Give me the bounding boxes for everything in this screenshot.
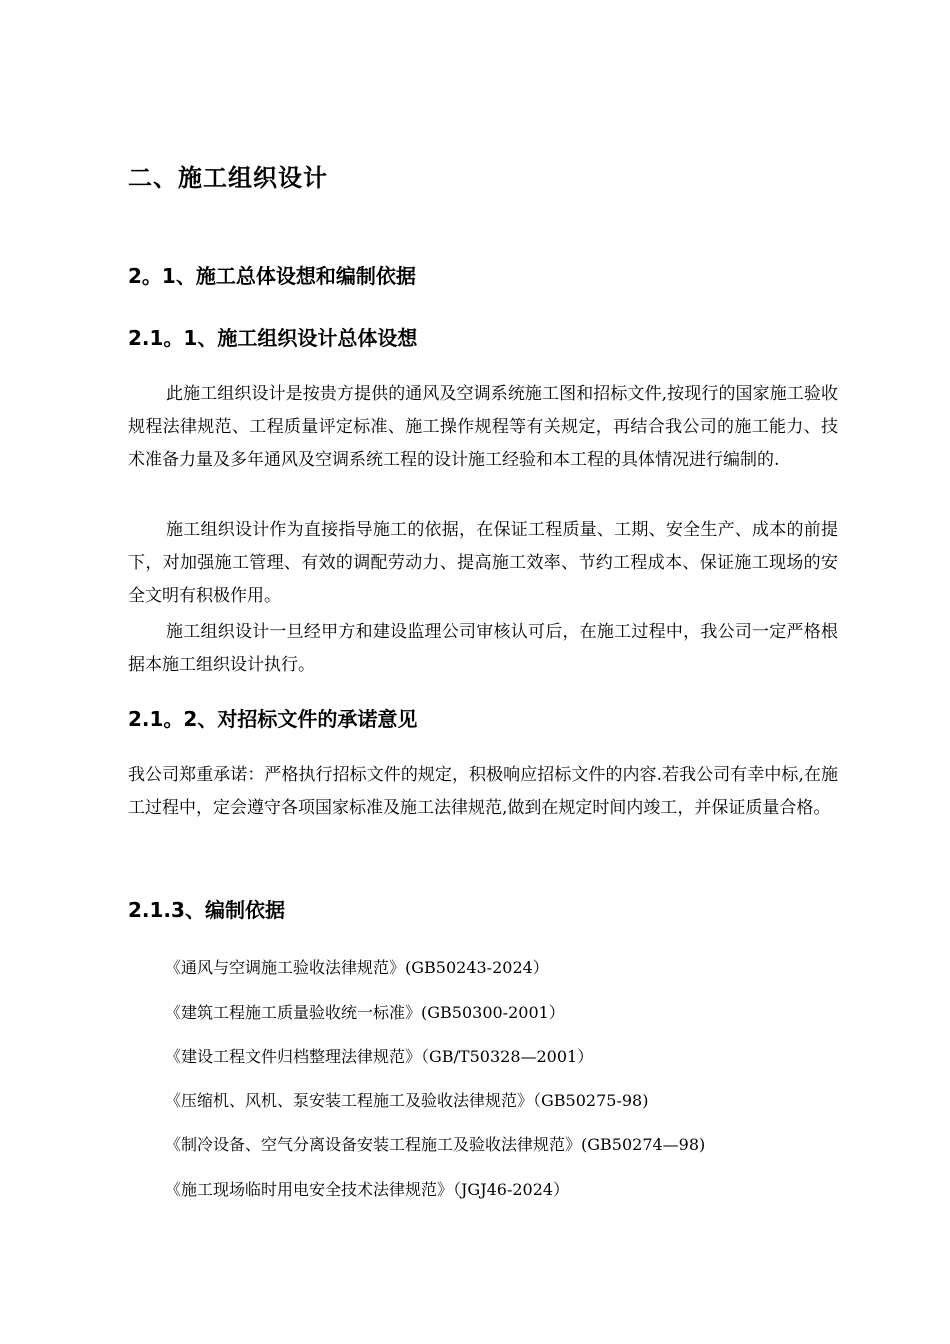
- reference-item: 《施工现场临时用电安全技术法律规范》（JGJ46-2024）: [165, 1180, 570, 1199]
- body-paragraph: 我公司郑重承诺：严格执行招标文件的规定，积极响应招标文件的内容.若我公司有幸中标,在施工过程中，定会遵守各项国家标准及施工法律规范,做到在规定时间内竣工，并保证质量合格。: [128, 765, 838, 818]
- body-paragraph: 施工组织设计一旦经甲方和建设监理公司审核认可后，在施工过程中，我公司一定严格根据本施工组织设计执行。: [128, 622, 838, 675]
- reference-item: 《建筑工程施工质量验收统一标准》(GB50300-2001）: [165, 1003, 565, 1022]
- body-paragraph: 此施工组织设计是按贵方提供的通风及空调系统施工图和招标文件,按现行的国家施工验收规程法律规范、工程质量评定标准、施工操作规程等有关规定，再结合我公司的施工能力、技术准备力量及多年通风及空调系统工程的设计施工经验和本工程的具体情况进行编制的.: [128, 384, 838, 470]
- reference-item: 《制冷设备、空气分离设备安装工程施工及验收法律规范》(GB50274—98): [165, 1135, 706, 1154]
- reference-item: 《建设工程文件归档整理法律规范》（GB/T50328—2001）: [165, 1047, 594, 1066]
- subsection-heading-tender-commitment: 2.1。2、对招标文件的承诺意见: [128, 707, 418, 731]
- chapter-title: 二、施工组织设计: [128, 164, 328, 192]
- subsection-heading-basis: 2.1.3、编制依据: [128, 898, 285, 922]
- reference-item: 《通风与空调施工验收法律规范》(GB50243-2024）: [165, 958, 549, 977]
- body-paragraph: 施工组织设计作为直接指导施工的依据，在保证工程质量、工期、安全生产、成本的前提下，对加强施工管理、有效的调配劳动力、提高施工效率、节约工程成本、保证施工现场的安全文明有积极作用。: [128, 520, 838, 606]
- section-heading: 2。1、施工总体设想和编制依据: [128, 264, 416, 288]
- reference-item: 《压缩机、风机、泵安装工程施工及验收法律规范》（GB50275-98): [165, 1091, 649, 1110]
- subsection-heading-general-concept: 2.1。1、施工组织设计总体设想: [128, 326, 418, 350]
